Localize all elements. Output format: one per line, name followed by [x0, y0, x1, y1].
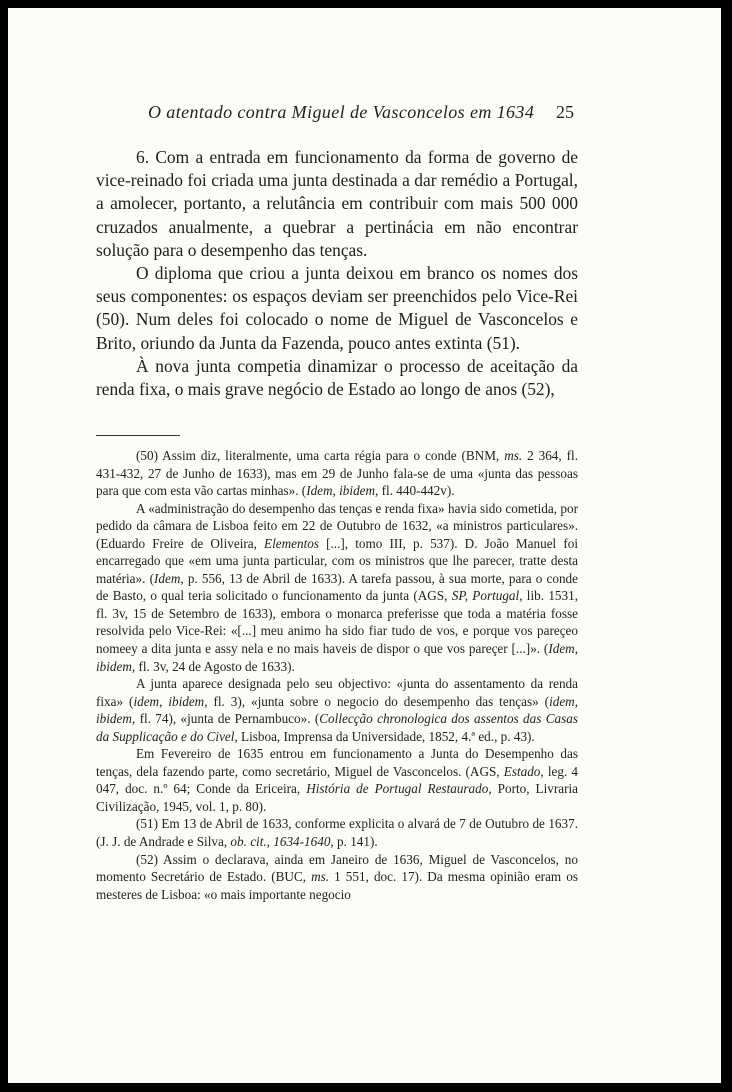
footnote-separator: [96, 435, 180, 436]
footnote-50-part-3: A junta aparece designada pelo seu objectivo: «junta do assentamento da renda fixa» (idem, ibidem, fl. 3), «junta sobre o negocio do desempenho das tenças» (idem, ibidem, fl. 74), «junta de Pernambuco». (Collecção chronologica dos assentos das Casas da Supplicação e do Civel, Lisboa, Imprensa da Universidade, 1852, 4.ª ed., p. 43).: [96, 676, 578, 744]
running-header: [8, 102, 721, 128]
paragraph: 6. Com a entrada em funcionamento da forma de governo de vice-reinado foi criada uma junta destinada a dar remédio a Portugal, a amolecer, portanto, a relutância em contribuir com mais 500 000 cruzados anualmente, a quebrar a pertinácia em não encontrar solução para o desempenho das tenças.: [96, 147, 578, 260]
book-page: [8, 8, 721, 1083]
paragraph: O diploma que criou a junta deixou em branco os nomes dos seus componentes: os espaços deviam ser preenchidos pelo Vice-Rei (50). Num deles foi colocado o nome de Miguel de Vasconcelos e Brito, oriundo da Junta da Fazenda, pouco antes extinta (51).: [96, 263, 578, 353]
footnote-51: (51) Em 13 de Abril de 1633, conforme explicita o alvará de 7 de Outubro de 1637. (J. J. de Andrade e Silva, ob. cit., 1634-1640, p. 141).: [96, 816, 578, 850]
footnote-50-part-4: Em Fevereiro de 1635 entrou em funcionamento a Junta do Desempenho das tenças, dela fazendo parte, como secretário, Miguel de Vasconcelos. (AGS, Estado, leg. 4 047, doc. n.º 64; Conde da Ericeira, História de Portugal Restaurado, Porto, Livraria Civilização, 1945, vol. 1, p. 80).: [96, 746, 578, 814]
main-text: [96, 146, 578, 401]
page-number: 25: [556, 102, 574, 122]
running-title: O atentado contra Miguel de Vasconcelos em 1634: [148, 102, 535, 122]
footnotes: [96, 447, 578, 903]
footnote-52: (52) Assim o declarava, ainda em Janeiro de 1636, Miguel de Vasconcelos, no momento Secretário de Estado. (BUC, ms. 1 551, doc. 17). Da mesma opinião eram os mesteres de Lisboa: «o mais importante negocio: [96, 851, 578, 902]
footnote-50-part-2: A «administração do desempenho das tenças e renda fixa» havia sido cometida, por pedido da câmara de Lisboa feito em 22 de Outubro de 1632, «a ministros particulares». (Eduardo Freire de Oliveira, Elementos [...], tomo III, p. 537). D. João Manuel foi encarregado que «em uma junta particular, com os ministros que lhe parecer, tratte desta matéria». (Idem, p. 556, 13 de Abril de 1633). A tarefa passou, à sua morte, para o conde de Basto, o qual teria solicitado o funcionamento da junta (AGS, SP, Portugal, lib. 1531, fl. 3v, 15 de Setembro de 1633), embora o monarca preferisse que toda a matéria fosse resolvida pelo Vice-Rei: «[...] meu animo ha sido fiar tudo de vos, e porque vos pareçeo nomeey a dita junta e assy nela e no mais haveis de dispor o que vos pareçer [...]». (Idem, ibidem, fl. 3v, 24 de Agosto de 1633).: [96, 500, 579, 674]
paragraph: À nova junta competia dinamizar o processo de aceitação da renda fixa, o mais grave negócio de Estado ao longo de anos (52),: [96, 355, 578, 400]
footnote-50-part-1: (50) Assim diz, literalmente, uma carta régia para o conde (BNM, ms. 2 364, fl. 431-432, 27 de Junho de 1633), mas em 29 de Junho fala-se de uma «junta das pessoas para que com esta vão cartas minhas». (Idem, ibidem, fl. 440-442v).: [96, 448, 578, 499]
